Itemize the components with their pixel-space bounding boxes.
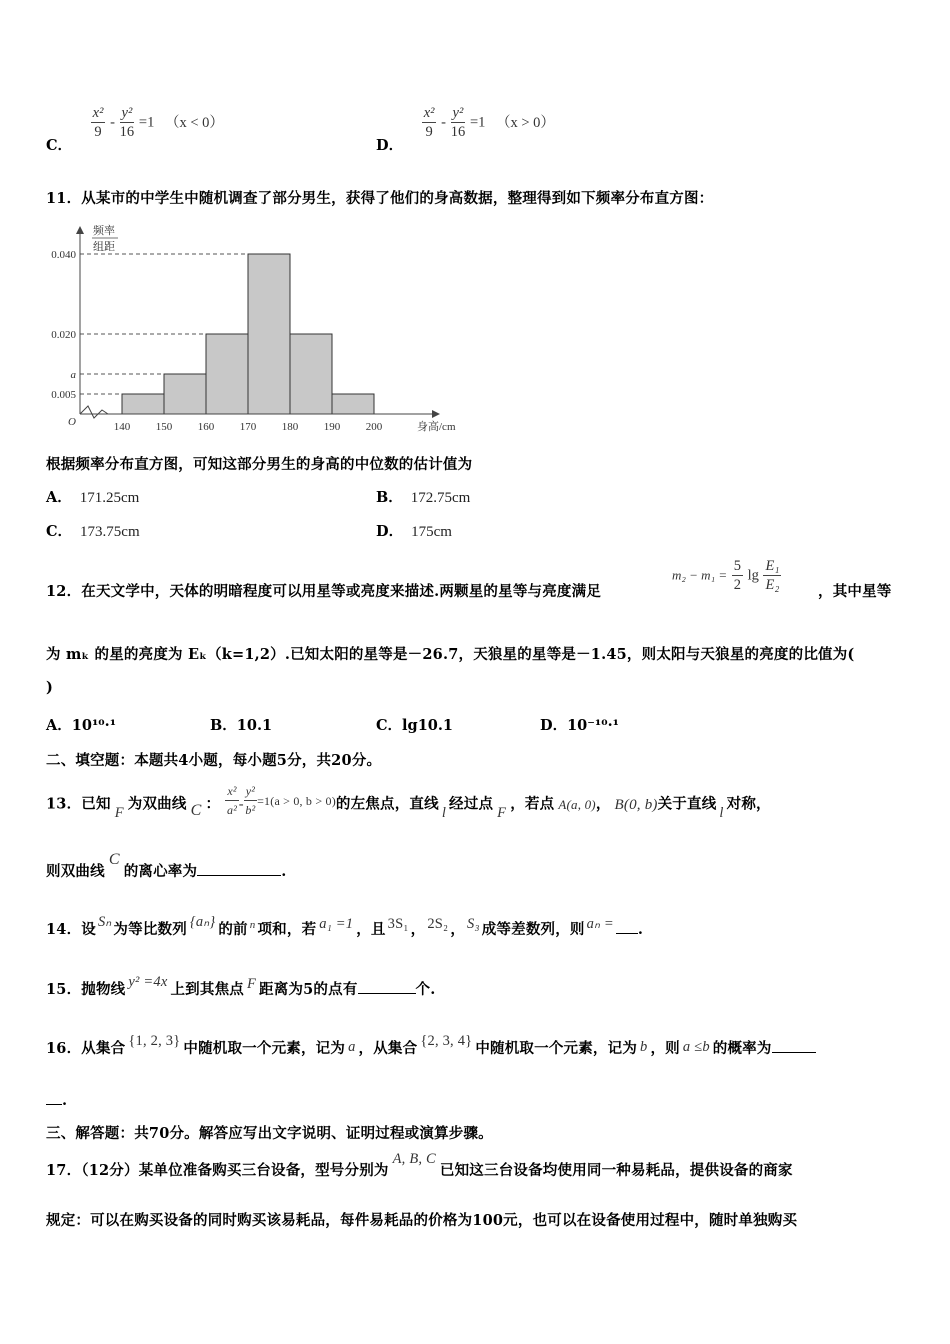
q13-y2: y² — [244, 782, 257, 801]
q10-option-d-label: D． — [376, 136, 404, 154]
q10-d-x2: x² — [423, 105, 435, 121]
q13-text-5: ，若点 — [510, 795, 555, 813]
q12-option-b-label: B． — [210, 717, 237, 734]
q12-formula-e2: E₂ — [765, 577, 780, 593]
q16-set-1: {1, 2, 3} — [128, 1033, 181, 1049]
q11-option-d — [376, 520, 452, 541]
histogram-bar-190-200 — [332, 394, 374, 414]
q12-option-b — [210, 714, 272, 735]
histogram-bar-170-180 — [248, 254, 290, 414]
q13-frac-y: $\frac{\text{y²}}{\text{b²}}$ — [245, 784, 256, 817]
q14-answer-blank[interactable] — [616, 919, 638, 934]
q12-formula — [672, 557, 781, 594]
y-tick-label-0.020: 0.020 — [51, 329, 76, 341]
q10-option-c-label: C． — [46, 136, 73, 154]
x-axis-label: 身高/cm — [417, 421, 456, 433]
q10-d-nine: 9 — [425, 124, 433, 140]
q14-comma-2: ， — [450, 921, 466, 938]
y-tick-label-0.040: 0.040 — [51, 249, 76, 261]
x-tick-label-190: 190 — [323, 421, 341, 433]
q13-l: l — [441, 804, 447, 821]
q12-option-a — [46, 714, 116, 735]
q14-comma-1: ， — [410, 921, 426, 938]
x-tick-label-160: 160 — [197, 421, 215, 433]
q14-2S2: 2S₂ — [427, 916, 449, 932]
q13-condition: =1(a > 0, b > 0) — [257, 793, 336, 808]
q12-option-a-label: A． — [46, 717, 72, 734]
q10-d-eq1: =1 — [469, 114, 486, 131]
q12-formula-two: 2 — [733, 577, 741, 593]
q17-line2: 规定：可以在购买设备的同时购买该易耗品，每件易耗品的价格为100元，也可以在设备使用过程中，随时单独购买 — [46, 1212, 798, 1229]
q13-text-1: 13．已知 — [46, 795, 111, 813]
q12-line1 — [46, 580, 601, 601]
q15-answer-blank[interactable] — [358, 979, 416, 994]
q14-text-6: 成等差数列，则 — [481, 921, 585, 938]
q13-line2-text-2: 的离心率为 — [123, 863, 198, 880]
q16-line2 — [46, 1090, 67, 1109]
q12-formula-e-ratio — [763, 557, 781, 594]
origin-label: O — [68, 416, 76, 428]
q17-line1 — [46, 1151, 793, 1180]
q13-C-2: C — [108, 851, 120, 868]
q13-x2: x² — [225, 782, 238, 801]
q10-d-minus: - — [441, 114, 446, 131]
q13-l-2: l — [719, 804, 724, 821]
q13-point-A: A(a, 0) — [558, 796, 596, 812]
q16-text-3: ，从集合 — [358, 1040, 418, 1057]
q16-answer-blank[interactable] — [772, 1038, 816, 1053]
q13-frac-x: $\frac{\text{x²}}{\text{a²}}$ — [227, 784, 238, 817]
q14-n: n — [249, 919, 256, 931]
q13-F-2: F — [497, 804, 507, 821]
q15-text-2: 上到其焦点 — [170, 981, 244, 998]
q12-option-b-value: 10.1 — [236, 717, 273, 734]
q16-answer-blank-cont[interactable] — [46, 1090, 62, 1105]
section-3-heading: 三、解答题：共70分。解答应写出文字说明、证明过程或演算步骤。 — [46, 1125, 493, 1142]
q16-set-2: {2, 3, 4} — [420, 1033, 473, 1049]
q16-line2-end: . — [62, 1092, 68, 1109]
q16-line1 — [46, 1033, 816, 1058]
q13-minus: - — [238, 796, 244, 813]
q12-formula-lg: lg — [747, 567, 759, 584]
q14-3S1: 3S₁ — [387, 916, 409, 932]
y-tick-labels — [51, 249, 76, 401]
q11-stem: 11．从某市的中学生中随机调查了部分男生，获得了他们的身高数据，整理得到如下频率分布直方图： — [46, 190, 714, 207]
q13-answer-blank[interactable] — [197, 861, 281, 876]
q13-line2-text-1: 则双曲线 — [46, 863, 105, 880]
q15-text-3: 距离为5的点有 — [259, 981, 358, 998]
q12-option-a-value: 10¹⁰·¹ — [71, 717, 117, 734]
q10-d-sixteen: 16 — [450, 124, 466, 140]
q14-an-sequence: {aₙ} — [189, 914, 216, 930]
q12-option-c — [376, 714, 453, 735]
q17-text-2: 已知这三台设备均使用同一种易耗品，提供设备的商家 — [439, 1162, 793, 1179]
q10-d-frac-x — [422, 104, 437, 141]
q13-point-B: B(0, b) — [614, 796, 658, 813]
q16-text-4: 中随机取一个元素，记为 — [475, 1040, 638, 1057]
q17-text-1: 17．（12分）某单位准备购买三台设备，型号分别为 — [46, 1162, 389, 1179]
q11-option-b-label: B． — [376, 489, 403, 506]
q13-text-3: 的左焦点，直线 — [335, 795, 439, 813]
q10-c-frac-x — [91, 104, 106, 141]
q11-option-d-label: D． — [376, 523, 404, 540]
q10-option-d — [376, 104, 555, 154]
q15-parabola-eq: y² =4x — [128, 974, 168, 990]
q10-c-y2: y² — [121, 105, 133, 121]
q13-text-6: 关于直线 — [657, 795, 717, 813]
q16-condition: a ≤b — [682, 1039, 710, 1055]
q14-text-3: 的前 — [218, 921, 248, 938]
q14-S3: S₃ — [467, 916, 480, 932]
q16-a: a — [348, 1039, 356, 1055]
q10-c-minus: - — [110, 114, 115, 131]
q14-text-4: 项和，若 — [257, 921, 317, 938]
histogram-bar-140-150 — [122, 394, 164, 414]
q16-b: b — [640, 1039, 648, 1055]
q11-option-c-label: C． — [46, 523, 73, 540]
q10-c-nine: 9 — [94, 124, 102, 140]
q13-line2 — [46, 851, 287, 881]
histogram-bar-150-160 — [164, 374, 206, 414]
q10-c-x2: x² — [92, 105, 104, 121]
q12-line3: ) — [46, 679, 54, 696]
q12-formula-five-halves — [732, 557, 743, 594]
q10-d-condition: （x > 0） — [496, 114, 555, 131]
q13-colon: ： — [205, 795, 221, 813]
x-tick-label-150: 150 — [155, 421, 173, 433]
histogram-bar-180-190 — [290, 334, 332, 414]
q13-line1 — [46, 786, 771, 823]
q10-d-y2: y² — [452, 105, 464, 121]
section-2-heading: 二、填空题：本题共4小题，每小题5分，共20分。 — [46, 752, 382, 769]
q17-models: A, B, C — [392, 1151, 436, 1167]
q10-c-condition: （x < 0） — [164, 114, 224, 131]
q16-text-6: 的概率为 — [712, 1040, 772, 1057]
q12-option-d-label: D． — [540, 717, 568, 734]
q13-line2-end: . — [281, 863, 287, 880]
q12-option-c-label: C． — [376, 717, 403, 734]
q12-line1-text: 12．在天文学中，天体的明暗程度可以用星等或亮度来描述.两颗星的星等与亮度满足 — [46, 583, 602, 600]
q14-text-5: ，且 — [356, 921, 386, 938]
q14-an-eq: aₙ = — [586, 916, 614, 932]
q16-text-5: ，则 — [650, 1040, 680, 1057]
q13-text-7: 对称， — [726, 795, 771, 813]
q16-text-1: 16．从集合 — [46, 1040, 126, 1057]
q11-option-a-value: 171.25cm — [79, 490, 140, 506]
q13-text-2: 为双曲线 — [127, 795, 187, 813]
q15-text-1: 15．抛物线 — [46, 981, 126, 998]
axis-break-zigzag — [80, 406, 108, 418]
q16-text-2: 中随机取一个元素，记为 — [183, 1040, 346, 1057]
q11-question: 根据频率分布直方图，可知这部分男生的身高的中位数的估计值为 — [46, 456, 473, 473]
q13-C: C — [190, 801, 202, 819]
q14-line — [46, 914, 644, 939]
q10-d-frac-y — [451, 104, 466, 141]
q11-option-d-value: 175cm — [411, 524, 452, 540]
x-tick-label-200: 200 — [365, 421, 383, 433]
q12-formula-lhs: m₂ − m₁ = — [672, 567, 728, 583]
q13-text-4: 经过点 — [449, 795, 494, 813]
q11-option-c-value: 173.75cm — [80, 524, 140, 540]
q10-c-frac-y — [120, 104, 135, 141]
q14-end: . — [637, 921, 644, 938]
q12-formula-five: 5 — [733, 558, 741, 574]
q14-text-1: 14．设 — [46, 921, 96, 938]
q12-option-d — [540, 714, 619, 735]
q15-line — [46, 974, 436, 999]
x-tick-label-170: 170 — [239, 421, 257, 433]
q11-option-b — [376, 486, 470, 507]
q12-option-d-value: 10⁻¹⁰·¹ — [567, 717, 620, 734]
x-tick-labels — [114, 421, 383, 433]
y-axis-label-bottom: 组距 — [93, 241, 115, 253]
histogram-chart — [40, 222, 470, 437]
q14-a1-eq: a₁ =1 — [319, 916, 354, 932]
x-tick-label-180: 180 — [281, 421, 299, 433]
q11-option-a — [46, 486, 139, 507]
q10-c-eq1: =1 — [138, 114, 155, 131]
q13-comma: ， — [595, 795, 611, 813]
q14-Sn: Sₙ — [97, 914, 112, 930]
q11-option-c — [46, 520, 140, 541]
y-axis-label-top: 频率 — [93, 225, 115, 237]
q12-option-c-value: lg10.1 — [402, 717, 454, 734]
q11-option-b-value: 172.75cm — [410, 490, 471, 506]
q12-line1-end: ，其中星等 — [818, 583, 892, 600]
y-tick-label-a: a — [70, 369, 76, 381]
q14-text-2: 为等比数列 — [113, 921, 187, 938]
q15-F: F — [246, 976, 257, 992]
q10-option-c — [46, 104, 224, 154]
x-tick-label-140: 140 — [113, 421, 131, 433]
y-tick-label-0.005: 0.005 — [51, 389, 76, 401]
q10-c-sixteen: 16 — [119, 124, 135, 140]
histogram-bar-160-170 — [206, 334, 248, 414]
q12-formula-e1: E₁ — [765, 558, 780, 574]
q15-text-4: 个. — [415, 981, 436, 998]
q12-line2: 为 mₖ 的星的亮度为 Eₖ（k=1,2）.已知太阳的星等是－26.7，天狼星的星等是－1.45，则太阳与天狼星的亮度的比值为( — [46, 646, 855, 663]
q11-option-a-label: A． — [46, 489, 72, 506]
q13-F: F — [114, 804, 124, 821]
